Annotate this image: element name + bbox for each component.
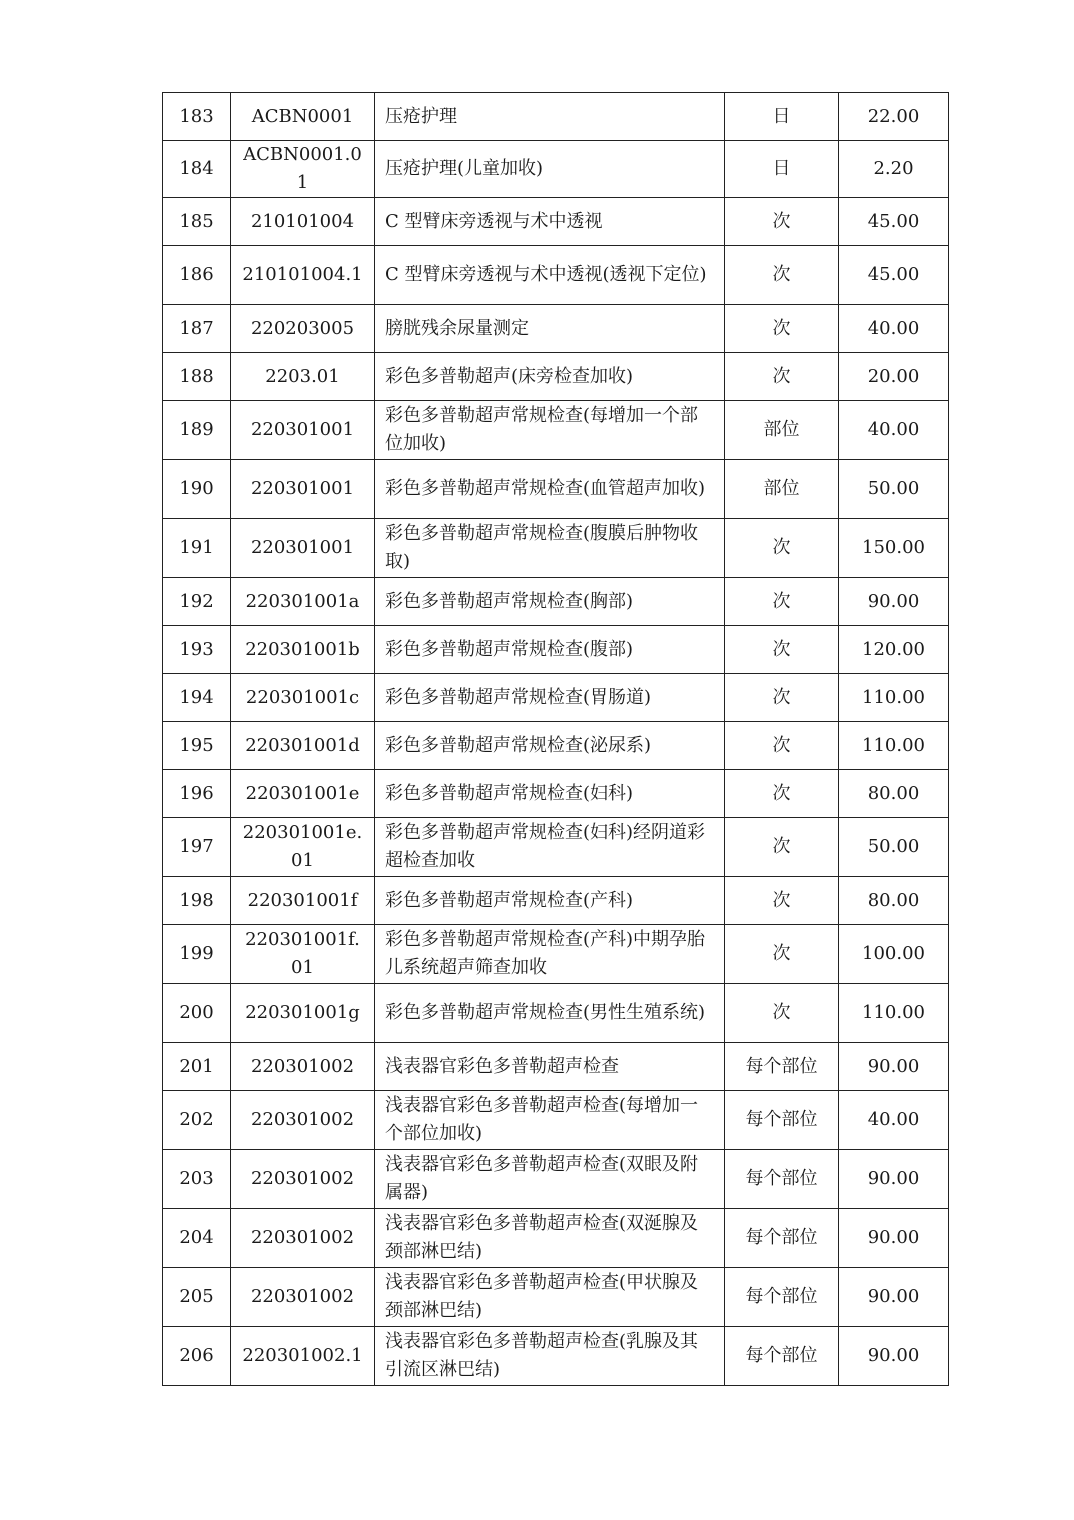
- item-name: 浅表器官彩色多普勒超声检查(双眼及附属器): [375, 1150, 725, 1209]
- row-number: 205: [163, 1268, 231, 1327]
- item-unit: 每个部位: [725, 1327, 839, 1386]
- item-name: 浅表器官彩色多普勒超声检查: [375, 1043, 725, 1091]
- item-code: 220301001g: [231, 984, 375, 1043]
- row-number: 184: [163, 141, 231, 198]
- row-number: 196: [163, 770, 231, 818]
- row-number: 202: [163, 1091, 231, 1150]
- item-price: 40.00: [839, 1091, 949, 1150]
- table-row: [163, 353, 949, 401]
- item-name: C 型臂床旁透视与术中透视: [375, 198, 725, 246]
- table-row: [163, 246, 949, 305]
- item-name: 彩色多普勒超声常规检查(胃肠道): [375, 674, 725, 722]
- item-price: 120.00: [839, 626, 949, 674]
- item-unit: 次: [725, 519, 839, 578]
- item-price: 100.00: [839, 925, 949, 984]
- item-price: 90.00: [839, 1268, 949, 1327]
- item-code: 220301001: [231, 519, 375, 578]
- item-unit: 次: [725, 877, 839, 925]
- table-row: [163, 984, 949, 1043]
- table-row: [163, 674, 949, 722]
- item-name: 浅表器官彩色多普勒超声检查(每增加一个部位加收): [375, 1091, 725, 1150]
- item-code: 220301001a: [231, 578, 375, 626]
- item-code: 220301001c: [231, 674, 375, 722]
- item-price: 110.00: [839, 722, 949, 770]
- table-row: [163, 305, 949, 353]
- item-unit: 次: [725, 353, 839, 401]
- table-row: [163, 1327, 949, 1386]
- item-unit: 次: [725, 984, 839, 1043]
- item-name: 彩色多普勒超声常规检查(产科)中期孕胎儿系统超声筛查加收: [375, 925, 725, 984]
- item-code: 220301002: [231, 1043, 375, 1091]
- item-unit: 次: [725, 626, 839, 674]
- item-unit: 每个部位: [725, 1268, 839, 1327]
- table-row: [163, 1209, 949, 1268]
- item-code: 210101004.1: [231, 246, 375, 305]
- item-name: 压疮护理: [375, 93, 725, 141]
- item-price: 90.00: [839, 1150, 949, 1209]
- item-name: 彩色多普勒超声常规检查(血管超声加收): [375, 460, 725, 519]
- row-number: 190: [163, 460, 231, 519]
- row-number: 194: [163, 674, 231, 722]
- item-unit: 日: [725, 93, 839, 141]
- row-number: 183: [163, 93, 231, 141]
- row-number: 188: [163, 353, 231, 401]
- table-row: [163, 578, 949, 626]
- item-name: 浅表器官彩色多普勒超声检查(双涎腺及颈部淋巴结): [375, 1209, 725, 1268]
- item-price: 22.00: [839, 93, 949, 141]
- table-row: [163, 1150, 949, 1209]
- row-number: 193: [163, 626, 231, 674]
- item-code: 220301002: [231, 1268, 375, 1327]
- table-row: [163, 401, 949, 460]
- item-code: 220301002: [231, 1150, 375, 1209]
- item-name: 浅表器官彩色多普勒超声检查(乳腺及其引流区淋巴结): [375, 1327, 725, 1386]
- item-price: 45.00: [839, 246, 949, 305]
- item-price: 40.00: [839, 401, 949, 460]
- row-number: 189: [163, 401, 231, 460]
- table-row: [163, 925, 949, 984]
- item-name: 彩色多普勒超声常规检查(妇科): [375, 770, 725, 818]
- item-name: 彩色多普勒超声常规检查(腹部): [375, 626, 725, 674]
- item-unit: 次: [725, 578, 839, 626]
- item-code: 220301001f.01: [231, 925, 375, 984]
- item-code: ACBN0001.01: [231, 141, 375, 198]
- row-number: 198: [163, 877, 231, 925]
- row-number: 191: [163, 519, 231, 578]
- item-name: C 型臂床旁透视与术中透视(透视下定位): [375, 246, 725, 305]
- item-unit: 次: [725, 674, 839, 722]
- item-name: 彩色多普勒超声常规检查(男性生殖系统): [375, 984, 725, 1043]
- row-number: 186: [163, 246, 231, 305]
- item-unit: 次: [725, 925, 839, 984]
- item-price: 110.00: [839, 984, 949, 1043]
- item-price: 110.00: [839, 674, 949, 722]
- item-name: 彩色多普勒超声常规检查(每增加一个部位加收): [375, 401, 725, 460]
- item-code: 2203.01: [231, 353, 375, 401]
- item-price: 90.00: [839, 1043, 949, 1091]
- row-number: 185: [163, 198, 231, 246]
- item-code: 220203005: [231, 305, 375, 353]
- table-row: [163, 770, 949, 818]
- item-unit: 每个部位: [725, 1209, 839, 1268]
- row-number: 199: [163, 925, 231, 984]
- item-code: 220301002: [231, 1209, 375, 1268]
- row-number: 197: [163, 818, 231, 877]
- row-number: 204: [163, 1209, 231, 1268]
- item-unit: 部位: [725, 460, 839, 519]
- table-row: [163, 722, 949, 770]
- item-price: 40.00: [839, 305, 949, 353]
- item-code: 220301001e.01: [231, 818, 375, 877]
- table-row: [163, 519, 949, 578]
- row-number: 195: [163, 722, 231, 770]
- row-number: 206: [163, 1327, 231, 1386]
- row-number: 192: [163, 578, 231, 626]
- item-name: 彩色多普勒超声常规检查(泌尿系): [375, 722, 725, 770]
- table-row: [163, 818, 949, 877]
- item-price: 45.00: [839, 198, 949, 246]
- item-price: 80.00: [839, 770, 949, 818]
- item-unit: 次: [725, 246, 839, 305]
- item-price: 90.00: [839, 1209, 949, 1268]
- item-price: 90.00: [839, 578, 949, 626]
- item-unit: 次: [725, 818, 839, 877]
- item-code: 210101004: [231, 198, 375, 246]
- row-number: 200: [163, 984, 231, 1043]
- table-row: [163, 877, 949, 925]
- item-name: 彩色多普勒超声(床旁检查加收): [375, 353, 725, 401]
- item-name: 彩色多普勒超声常规检查(腹膜后肿物收取): [375, 519, 725, 578]
- item-code: 220301002.1: [231, 1327, 375, 1386]
- item-price: 150.00: [839, 519, 949, 578]
- item-unit: 每个部位: [725, 1091, 839, 1150]
- item-unit: 日: [725, 141, 839, 198]
- item-unit: 每个部位: [725, 1150, 839, 1209]
- item-name: 彩色多普勒超声常规检查(妇科)经阴道彩超检查加收: [375, 818, 725, 877]
- item-code: 220301001d: [231, 722, 375, 770]
- table-row: [163, 1091, 949, 1150]
- item-unit: 次: [725, 770, 839, 818]
- table-body: [163, 93, 949, 1386]
- item-name: 彩色多普勒超声常规检查(胸部): [375, 578, 725, 626]
- table-row: [163, 1268, 949, 1327]
- row-number: 201: [163, 1043, 231, 1091]
- price-table: [162, 92, 949, 1386]
- item-unit: 部位: [725, 401, 839, 460]
- item-name: 浅表器官彩色多普勒超声检查(甲状腺及颈部淋巴结): [375, 1268, 725, 1327]
- row-number: 203: [163, 1150, 231, 1209]
- table-row: [163, 626, 949, 674]
- item-code: 220301001f: [231, 877, 375, 925]
- table-row: [163, 198, 949, 246]
- item-unit: 次: [725, 305, 839, 353]
- item-unit: 次: [725, 722, 839, 770]
- item-code: 220301001e: [231, 770, 375, 818]
- item-code: 220301001: [231, 460, 375, 519]
- item-name: 彩色多普勒超声常规检查(产科): [375, 877, 725, 925]
- item-unit: 每个部位: [725, 1043, 839, 1091]
- item-name: 压疮护理(儿童加收): [375, 141, 725, 198]
- item-price: 80.00: [839, 877, 949, 925]
- item-code: ACBN0001: [231, 93, 375, 141]
- table-row: [163, 1043, 949, 1091]
- item-price: 50.00: [839, 818, 949, 877]
- item-name: 膀胱残余尿量测定: [375, 305, 725, 353]
- item-code: 220301001b: [231, 626, 375, 674]
- item-unit: 次: [725, 198, 839, 246]
- table-row: [163, 460, 949, 519]
- item-price: 2.20: [839, 141, 949, 198]
- row-number: 187: [163, 305, 231, 353]
- table-row: [163, 93, 949, 141]
- table-row: [163, 141, 949, 198]
- item-price: 20.00: [839, 353, 949, 401]
- item-price: 90.00: [839, 1327, 949, 1386]
- item-price: 50.00: [839, 460, 949, 519]
- item-code: 220301002: [231, 1091, 375, 1150]
- item-code: 220301001: [231, 401, 375, 460]
